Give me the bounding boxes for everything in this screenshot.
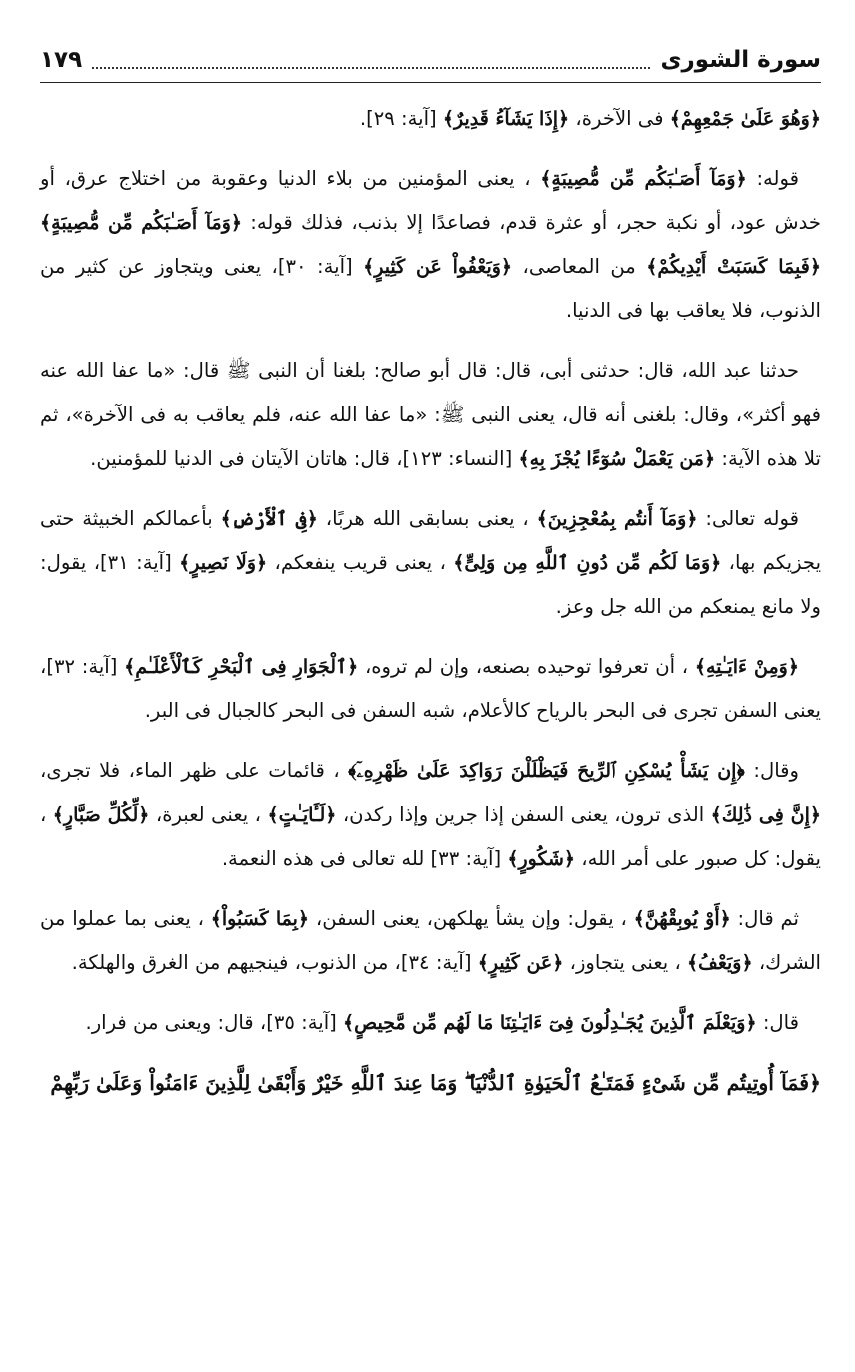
quran-quote: ﴿أَوْ يُوبِقْهُنَّ﴾ <box>633 908 731 930</box>
quran-quote: ﴿وَيَعْفُواْ عَن كَثِيرٍ﴾ <box>363 256 513 278</box>
quran-quote: ﴿إِن يَشَأْ يُسْكِنِ ٱلرِّيحَ فَيَظْلَلْنَ رَوَاكِدَ عَلَىٰ ظَهْرِهِۦٓ﴾ <box>348 760 745 782</box>
quran-quote: ﴿مَن يَعْمَلْ سُوٓءًا يُجْزَ بِهِ﴾ <box>518 448 716 470</box>
commentary-paragraph <box>40 497 821 629</box>
commentary-text: الذى ترون، يعنى السفن إذا جرين وإذا ركدن، <box>336 803 711 826</box>
commentary-text: [النساء: ١٢٣]، قال: هاتان الآيتان فى الدنيا للمؤمنين. <box>90 447 519 470</box>
commentary-text: [آية: ٣٤]، من الذنوب، فينجيهم من الغرق والهلكة. <box>71 951 478 974</box>
commentary-text: ، أن تعرفوا توحيده بصنعه، وإن لم تروه، <box>358 655 695 678</box>
commentary-text: ثم قال: <box>730 907 800 930</box>
quran-quote: ﴿عَن كَثِيرٍ﴾ <box>477 952 564 974</box>
header-dot-leader <box>92 67 650 69</box>
commentary-text: [آية: ٣١]، يقول: ولا مانع يمنعكم من الله جل وعز. <box>40 551 821 618</box>
commentary-text: ، يعنى بسابقى الله هربًا، <box>317 507 537 530</box>
commentary-text: [آية: ٣٣] لله تعالى فى هذه النعمة. <box>221 847 508 870</box>
commentary-text: ، قائمات على ظهر الماء، فلا تجرى، <box>40 759 349 782</box>
page-number: ١٧٩ <box>40 47 83 73</box>
commentary-text: ، يقول: وإن يشأ يهلكهن، يعنى السفن، <box>309 907 634 930</box>
commentary-paragraph <box>40 897 821 985</box>
commentary-text: بأعمالكم الخبيثة حتى يجزيكم بها، <box>40 507 822 574</box>
quran-quote: ﴿وَمَآ أَصَـٰبَكُم مِّن مُّصِيبَةٍ﴾ <box>540 168 747 190</box>
commentary-paragraph <box>40 749 821 881</box>
commentary-text: ، يعنى قريب ينفعكم، <box>267 551 454 574</box>
commentary-text: [آية: ٣٥]، قال: ويعنى من فرار. <box>85 1011 344 1034</box>
quran-quote: ﴿إِنَّ فِى ذَٰلِكَ﴾ <box>710 804 821 826</box>
commentary-text: ، يعنى يتجاوز، <box>563 951 688 974</box>
commentary-text: ، يعنى المؤمنين من بلاء الدنيا وعقوبة من اختلاج عرق، أو خدش عود، أو نكبة حجر، أو عثرة قدم، فصاعدًا إلا بذنب، فذلك قوله: <box>40 167 821 234</box>
commentary-text: حدثنا عبد الله، قال: حدثنى أبى، قال: قال أبو صالح: بلغنا أن النبى ﷺ قال: «ما عفا الله عنه فهو أكثر»، وقال: بلغنى أنه قال، يعنى النبى ﷺ: «ما عفا الله عنه، فلم يعاقب به فى الآخرة»، ثم تلا هذه الآية: <box>40 359 821 470</box>
commentary-paragraph <box>40 645 821 733</box>
page-content <box>40 97 821 1045</box>
quran-verse-line: ﴿فَمَآ أُوتِيتُم مِّن شَىْءٍ فَمَتَـٰعُ ٱلْحَيَوٰةِ ٱلدُّنْيَا ۖ وَمَا عِندَ ٱللَّهِ خَيْرٌ وَأَبْقَىٰ لِلَّذِينَ ءَامَنُواْ وَعَلَىٰ رَبِّهِمْ <box>50 1071 821 1095</box>
commentary-text: [آية: ٣٠]، يعنى ويتجاوز عن كثير من الذنوب، فلا يعاقب بها فى الدنيا. <box>40 255 821 322</box>
quran-quote: ﴿فِى ٱلْأَرْضِ﴾ <box>220 508 318 530</box>
quran-quote: ﴿وَهُوَ عَلَىٰ جَمْعِهِمْ﴾ <box>669 108 821 130</box>
quran-quote: ﴿بِمَا كَسَبُواْ﴾ <box>210 908 310 930</box>
commentary-text: فى الآخرة، <box>569 107 670 130</box>
commentary-text: قال: <box>756 1011 799 1034</box>
quran-quote: ﴿وَمِنْ ءَايَـٰتِهِ﴾ <box>694 656 799 678</box>
commentary-text: وقال: <box>744 759 799 782</box>
commentary-text: ، يقول: كل صبور على أمر الله، <box>40 803 821 870</box>
commentary-text: [آية: ٢٩]. <box>359 107 443 130</box>
commentary-paragraph <box>40 1001 821 1045</box>
quran-quote: ﴿وَمَآ أَنتُم بِمُعْجِزِينَ﴾ <box>536 508 698 530</box>
quran-quote: ﴿وَيَعْلَمَ ٱلَّذِينَ يُجَـٰدِلُونَ فِىٓ ءَايَـٰتِنَا مَا لَهُم مِّن مَّحِيصٍ﴾ <box>343 1012 757 1034</box>
commentary-text: ، يعنى بما عملوا من الشرك، <box>40 907 821 974</box>
quran-quote: ﴿إِذَا يَشَآءُ قَدِيرٌ﴾ <box>442 108 570 130</box>
commentary-paragraph <box>40 97 821 141</box>
commentary-paragraph <box>40 349 821 481</box>
commentary-text: قوله: <box>746 167 800 190</box>
surah-title: سورة الشورى <box>660 47 821 73</box>
commentary-text: [آية: ٣٢]، يعنى السفن تجرى فى البحر بالرياح كالأعلام، شبه السفن فى البحر كالجبال فى البر. <box>40 655 821 722</box>
commentary-text: ، يعنى لعبرة، <box>149 803 268 826</box>
quran-quote: ﴿ٱلْجَوَارِ فِى ٱلْبَحْرِ كَٱلْأَعْلَـٰمِ﴾ <box>124 656 359 678</box>
quran-quote: ﴿لِّكُلِّ صَبَّارٍ﴾ <box>52 804 150 826</box>
quran-quote: ﴿وَلَا نَصِيرٍ﴾ <box>179 552 268 574</box>
quran-quote: ﴿وَيَعْفُ﴾ <box>687 952 753 974</box>
quran-quote: ﴿فَبِمَا كَسَبَتْ أَيْدِيكُمْ﴾ <box>646 256 821 278</box>
page-header <box>40 38 821 83</box>
quran-quote: ﴿شَكُورٍ﴾ <box>507 848 576 870</box>
commentary-paragraph <box>40 157 821 333</box>
quran-quote: ﴿لَـَٔايَـٰتٍ﴾ <box>267 804 337 826</box>
commentary-text: قوله تعالى: <box>697 507 799 530</box>
commentary-text: من المعاصى، <box>512 255 647 278</box>
quran-quote: ﴿وَمَآ أَصَـٰبَكُم مِّن مُّصِيبَةٍ﴾ <box>40 212 243 234</box>
quran-quote: ﴿وَمَا لَكُم مِّن دُونِ ٱللَّهِ مِن وَلِىٍّ﴾ <box>453 552 722 574</box>
